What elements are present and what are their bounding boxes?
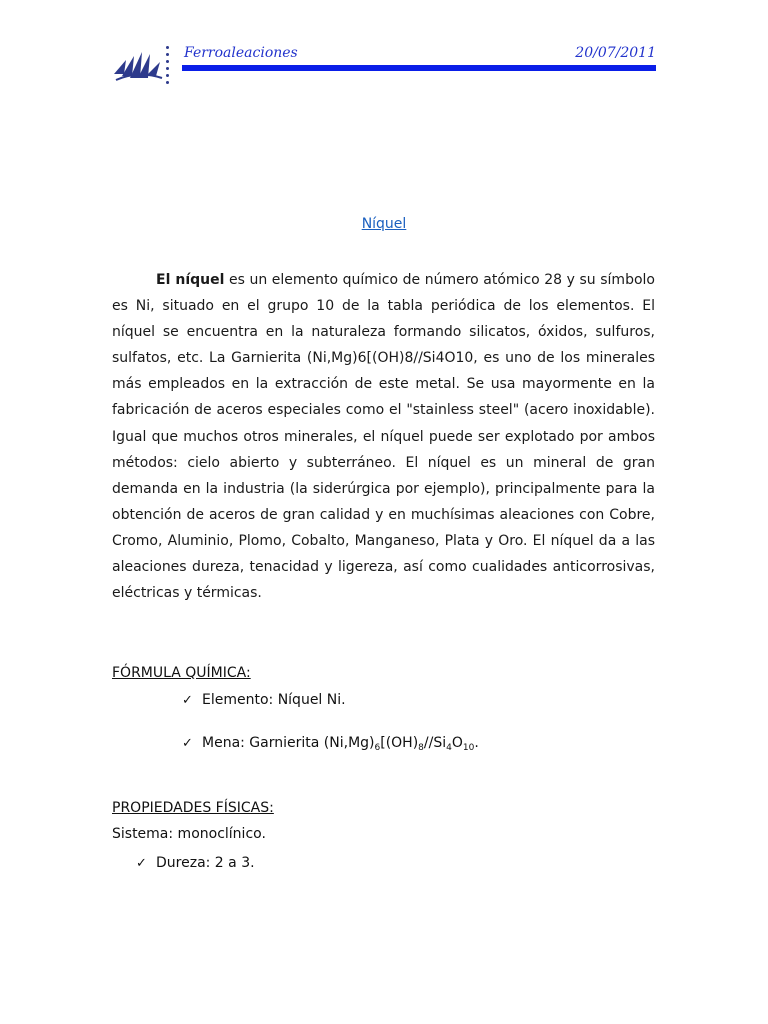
formula-heading: FÓRMULA QUÍMICA: <box>112 665 251 681</box>
header-title: Ferroaleaciones <box>184 45 298 61</box>
properties-system: Sistema: monoclínico. <box>112 826 266 842</box>
formula-element: Elemento: Níquel Ni. <box>202 692 346 708</box>
check-icon: ✓ <box>182 693 193 708</box>
header-rule <box>182 65 656 71</box>
formula-mena: Mena: Garnierita $(Ni,Mg)_6[(OH)_8//Si_4O_{10}$. <box>202 735 479 753</box>
list-item <box>182 692 346 708</box>
intro-body: es un elemento químico de número atómico 28 y su símbolo es Ni, situado en el grupo 10 de la tabla periódica de los elementos. El níquel se encuentra en la naturaleza formando silicatos, óxidos, sulfuros, sulfatos, etc. La Garnierita (Ni,Mg)6[(OH)8//Si4O10, es uno de los minerales más empleados en la extracción de este metal. Se usa mayormente en la fabricación de aceros especiales como el "stainless steel" (acero inoxidable). Igual que muchos otros minerales, el níquel puede ser explotado por ambos métodos: cielo abierto y subterráneo. El níquel es un mineral de gran demanda en la industria (la siderúrgica por ejemplo), principalmente para la obtención de aceros de gran calidad y en muchísimas aleaciones con Cobre, Cromo, Aluminio, Plomo, Cobalto, Manganeso, Plata y Oro. El níquel da a las aleaciones dureza, tenacidad y ligereza, así como cualidades anticorrosivas, eléctricas y térmicas. <box>112 272 655 602</box>
document-title: Níquel <box>361 216 407 232</box>
properties-hardness: Dureza: 2 a 3. <box>156 855 255 871</box>
intro-lead: El níquel <box>156 272 225 288</box>
check-icon: ✓ <box>182 736 193 751</box>
check-icon: ✓ <box>136 856 147 871</box>
header-date: 20/07/2011 <box>575 45 656 61</box>
list-item <box>182 735 479 753</box>
properties-heading: PROPIEDADES FÍSICAS: <box>112 800 274 816</box>
logo-dots <box>166 46 170 90</box>
list-item <box>136 855 255 871</box>
company-logo-icon <box>112 44 164 88</box>
intro-paragraph <box>112 267 655 606</box>
page-header <box>112 40 656 92</box>
